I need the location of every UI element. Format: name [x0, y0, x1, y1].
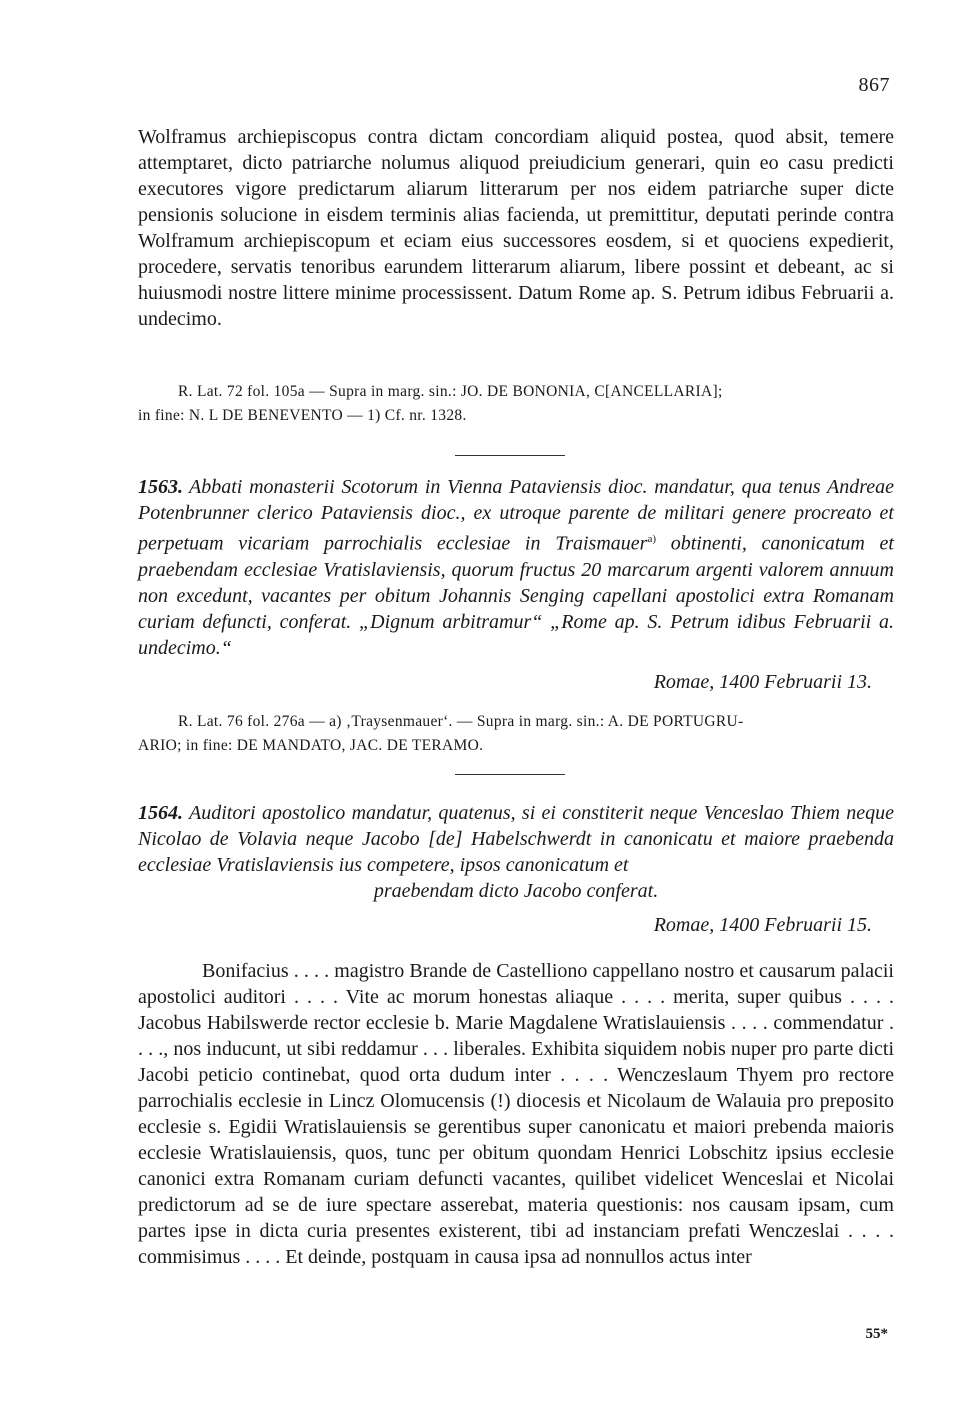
- regest-text: [138, 474, 894, 661]
- entry-number: 1563.: [138, 476, 183, 498]
- letter-body: [138, 958, 894, 1270]
- regest-body-cont: obtinenti, canonicatum et praebendam ecclesiae Vratislaviensis, quorum fructus 20 marcarum argenti valorem annuum non excedunt, vacantes per obitum Johannis Senging capellani apostolici extra Romanam curiam defuncti, conferat. „Dignum arbitramur“ „Rome ap. S. Petrum idibus Februarii a. undecimo.“: [138, 532, 894, 659]
- entry-date: Romae, 1400 Februarii 13.: [653, 670, 872, 693]
- signature-mark: 55*: [865, 1326, 888, 1342]
- entry-1563: [138, 474, 894, 695]
- continuation-text: Wolframus archiepiscopus contra dictam concordiam aliquid postea, quod absit, temere attemptaret, dicto patriarche nolumus aliquod preiudicium generari, quin eo casu predicti executores vigore predictarum aliarum litterarum per nos eidem patriarche super dicte pensionis solucione in eisdem terminis alias facienda, ut premittitur, deputati perinde contra Wolframum archiepiscopum et eciam eius successores eosdem, si et quociens expedierit, procedere, servatis tenoribus earundem litterarum aliarum, libere possint et debeant, ac si huiusmodi nostre littere minime processissent. Datum Rome ap. S. Petrum idibus Februarii a. undecimo.: [138, 126, 894, 330]
- entry-date: Romae, 1400 Februarii 15.: [653, 914, 872, 936]
- section-divider: [455, 774, 565, 775]
- page-number: 867: [858, 74, 890, 96]
- regest-body: Abbati monasterii Scotorum in Vienna Pataviensis dioc. mandatur, qua tenus Andreae Potenbrunner clerico Pataviensis dioc., ex utroque parente de militari genere procreato et perpetuam vicariam parrochialis ecclesiae in Traismauer: [138, 476, 894, 555]
- regest-center-line: praebendam dicto Jacobo conferat.: [373, 880, 659, 902]
- apparatus-1562: [138, 380, 894, 428]
- apparatus-line: in fine: N. L DE BENEVENTO — 1) Cf. nr. 1328.: [138, 407, 467, 424]
- apparatus-1563: [138, 710, 894, 758]
- apparatus-line: R. Lat. 72 fol. 105a — Supra in marg. sin.: JO. DE BONONIA, C[ANCELLARIA];: [178, 383, 723, 400]
- letter-text: Bonifacius . . . . magistro Brande de Castelliono cappellano nostro et causarum palacii apostolici auditori . . . . Vite ac morum honestas aliaque . . . . merita, super quibus . . . . Jacobus Habilswerde rector ecclesie b. Marie Magdalene Wratislauiensis . . . . commendatur . . . ., nos inducunt, ut sibi reddamur . . . liberales. Exhibita siquidem nobis nuper pro parte dicti Jacobi peticio continebat, quod orta dudum inter . . . . Wenczeslaum Thyem pro rectore parrochialis ecclesie in Lincz Olomucensis (!) diocesis et Nicolaum de Walauia pro preposito ecclesie s. Egidii Wratislauiensis se gerentibus super canonicatu et maiori prebenda maioris ecclesie Wratislauiensis, quos, tunc per obitum quondam Henrici Lobschitz ipsius ecclesie canonici extra Romanam curiam defuncti vacantes, quilibet videlicet Wenceslai et Nicolai predictorum ad se de iure spectare asserebat, materia questionis: nos causam ipsam, cum partes ipse in dicta curia presentes existerent, tibi ad instanciam prefati Wenczeslai . . . . commisimus . . . . Et deinde, postquam in causa ipsa ad nonnullos actus inter: [138, 960, 894, 1268]
- entry-number: 1564.: [138, 802, 183, 824]
- footnote-mark: a): [647, 533, 656, 545]
- entry-1564: [138, 800, 894, 938]
- regest-text: [138, 800, 894, 878]
- continuation-paragraph: [138, 124, 894, 332]
- apparatus-line: R. Lat. 76 fol. 276a — a) ‚Traysenmauer‘. — Supra in marg. sin.: A. DE PORTUGRU-: [178, 713, 744, 730]
- section-divider: [455, 455, 565, 456]
- apparatus-line: ARIO; in fine: DE MANDATO, JAC. DE TERAMO.: [138, 737, 484, 754]
- regest-body: Auditori apostolico mandatur, quatenus, si ei constiterit neque Venceslao Thiem neque Nicolao de Volavia neque Jacobo [de] Habelschwerdt in canonicatu et maiore praebenda ecclesiae Vratislaviensis ius competere, ipsos canonicatum et: [138, 802, 894, 876]
